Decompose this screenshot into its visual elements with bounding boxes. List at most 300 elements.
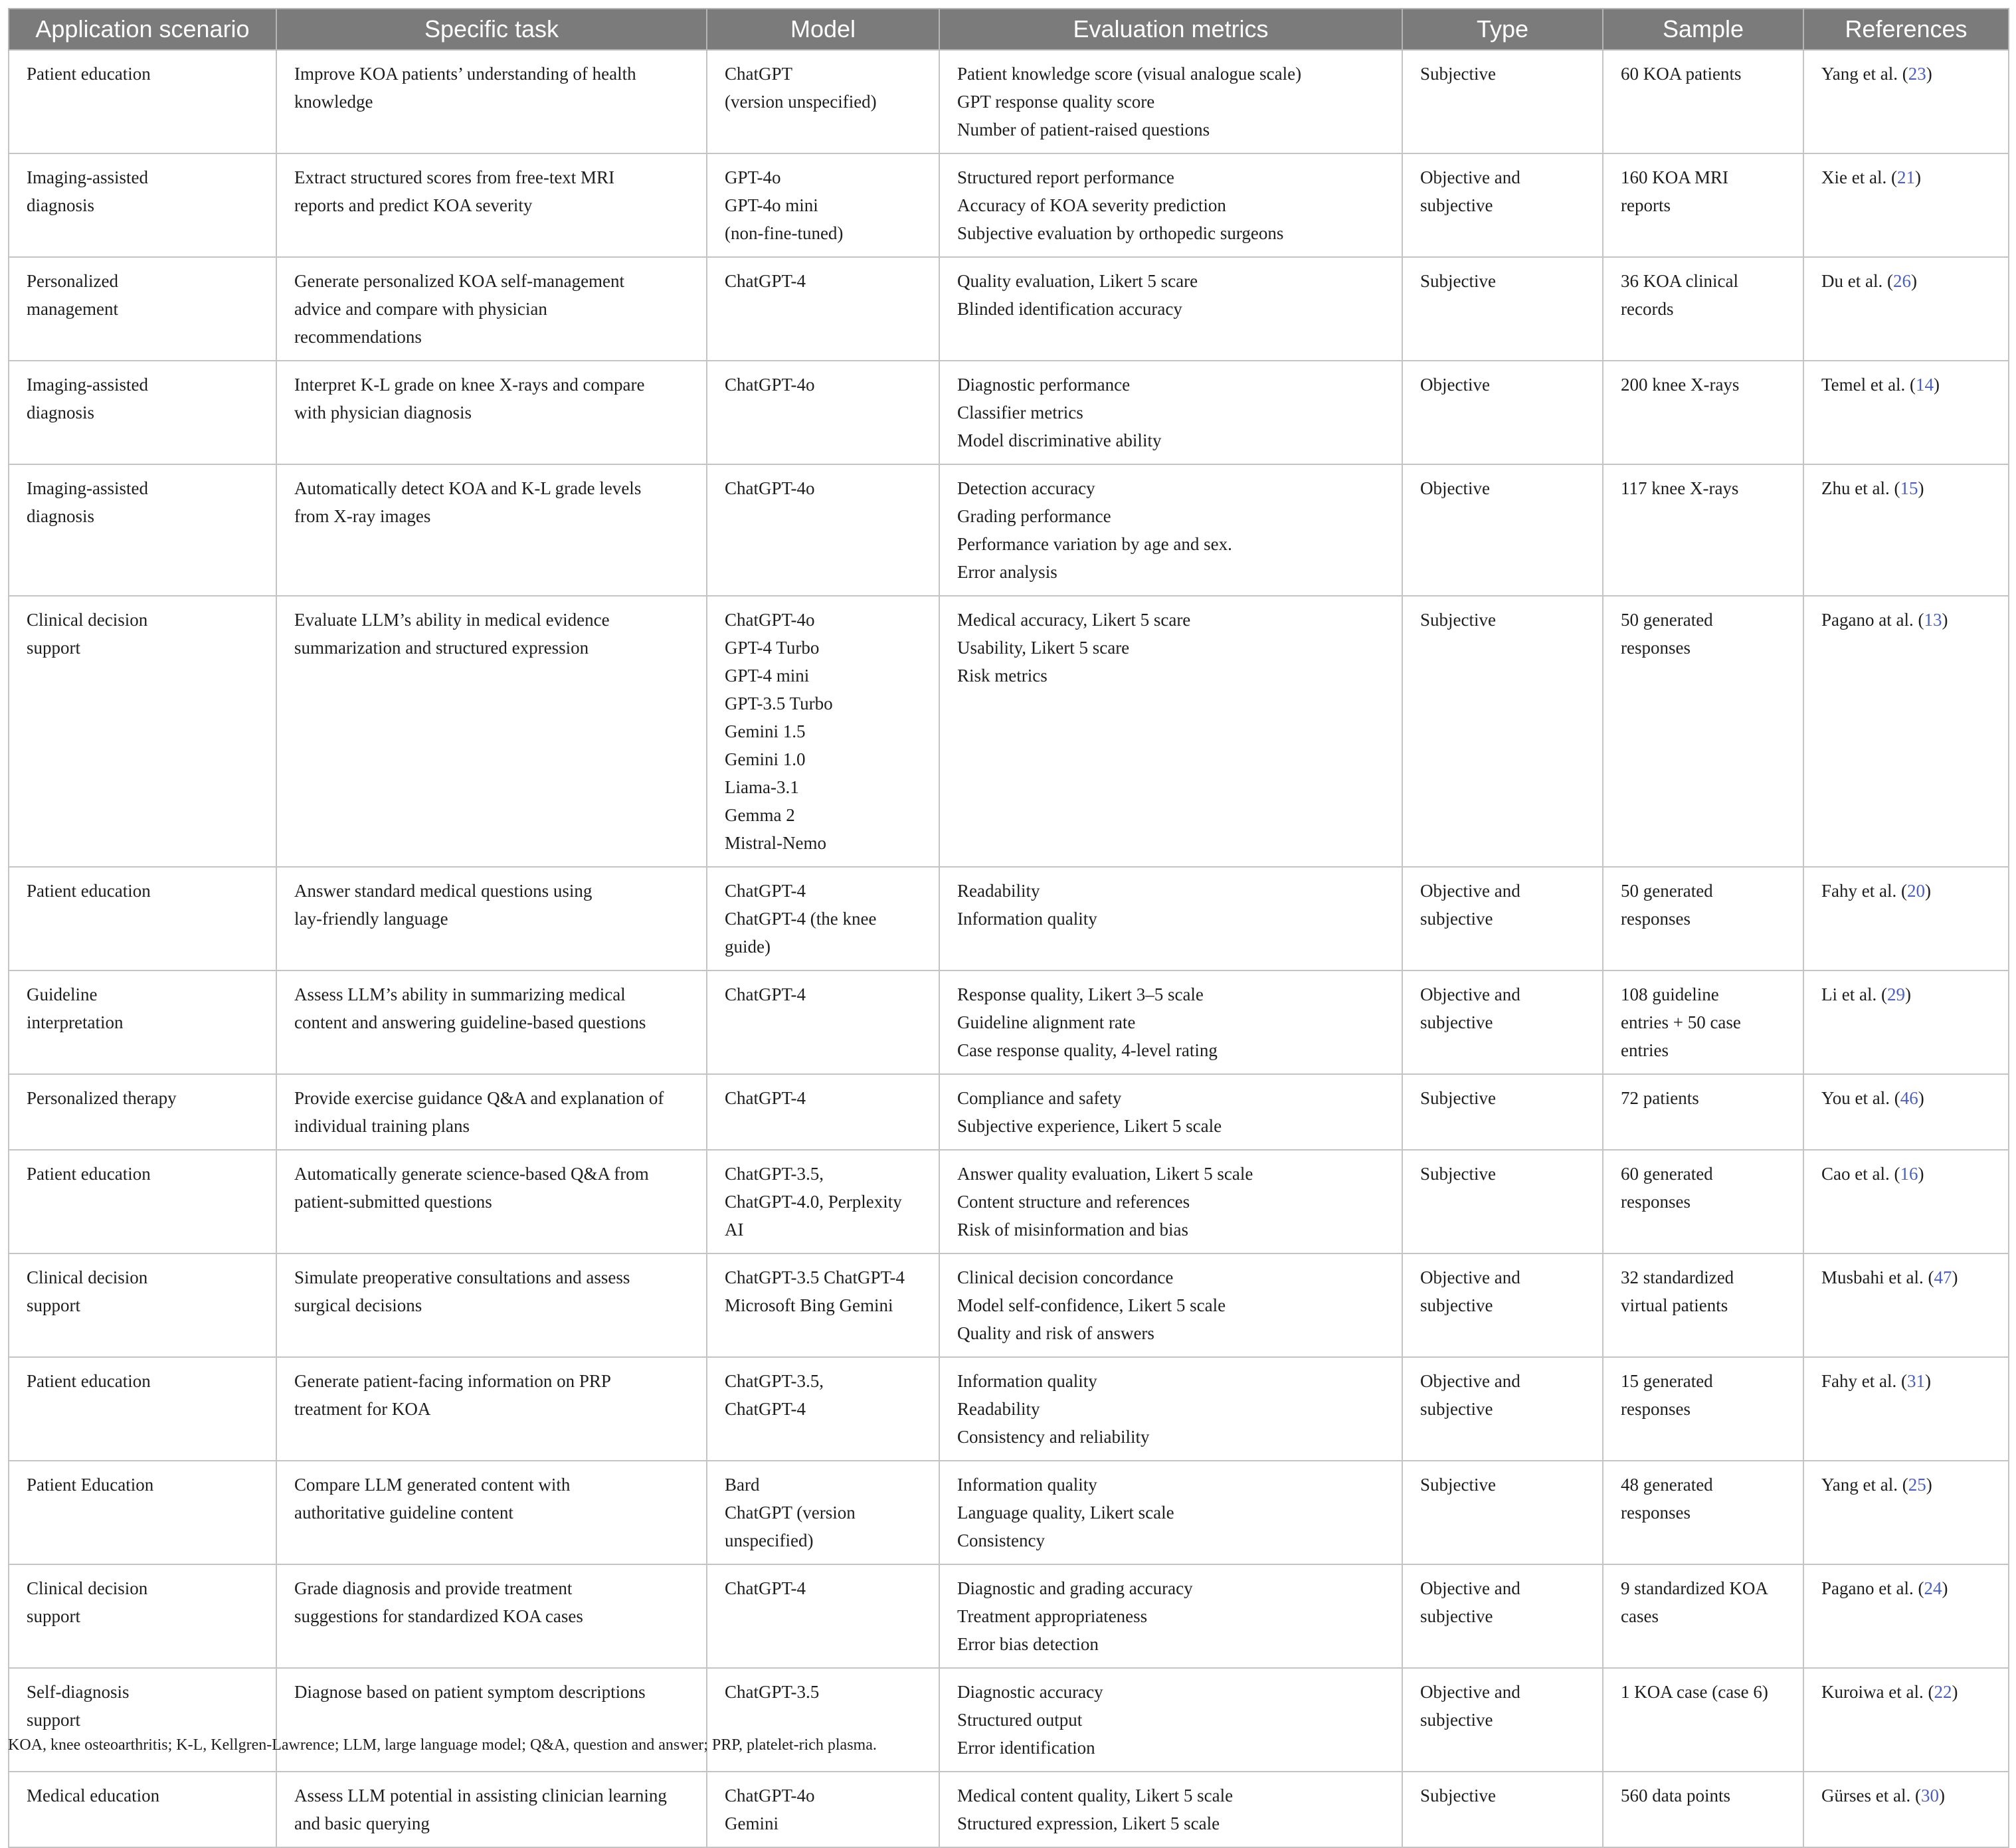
task-cell (276, 361, 707, 464)
scenario-cell-line: Patient Education (27, 1475, 154, 1495)
reference-cell (1803, 50, 2009, 153)
table-row (9, 1772, 2009, 1847)
header-references: References (1803, 9, 2009, 50)
metrics-cell (939, 361, 1402, 464)
metrics-cell-line: Response quality, Likert 3–5 scale (957, 984, 1204, 1004)
scenario-cell-line: support (27, 638, 80, 658)
task-cell-line: Automatically detect KOA and K-L grade levels (294, 478, 642, 498)
model-cell-line: Gemini (725, 1813, 779, 1833)
model-cell-line: Gemini 1.0 (725, 749, 806, 769)
scenario-cell (9, 50, 276, 153)
table-row (9, 464, 2009, 596)
model-cell-line: Gemma 2 (725, 805, 795, 825)
type-cell-line: subjective (1420, 1295, 1493, 1315)
model-cell (707, 1668, 939, 1772)
table-row (9, 257, 2009, 361)
model-cell (707, 257, 939, 361)
task-cell-line: knowledge (294, 92, 373, 112)
sample-cell (1603, 970, 1803, 1074)
sample-cell-line: 72 patients (1621, 1088, 1699, 1108)
reference-close: ) (1914, 167, 1921, 187)
header-evaluation-metrics: Evaluation metrics (939, 9, 1402, 50)
sample-cell (1603, 1357, 1803, 1461)
scenario-cell (9, 970, 276, 1074)
table-header (9, 9, 2009, 50)
model-cell-line: unspecified) (725, 1530, 814, 1550)
type-cell-line: Objective and (1420, 167, 1520, 187)
metrics-cell-line: Medical content quality, Likert 5 scale (957, 1786, 1234, 1805)
metrics-cell-line: Blinded identification accuracy (957, 299, 1182, 319)
task-cell-line: advice and compare with physician (294, 299, 547, 319)
sample-cell (1603, 596, 1803, 867)
task-cell-line: reports and predict KOA severity (294, 195, 533, 215)
sample-cell-line: 15 generated (1621, 1371, 1713, 1391)
type-cell (1402, 596, 1603, 867)
model-cell-line: ChatGPT-4 (725, 1578, 806, 1598)
model-cell-line: AI (725, 1220, 744, 1240)
reference-close: ) (1924, 881, 1931, 901)
scenario-cell-line: Self-diagnosis (27, 1682, 130, 1702)
metrics-cell-line: Quality and risk of answers (957, 1323, 1154, 1343)
task-cell-line: Grade diagnosis and provide treatment (294, 1578, 573, 1598)
scenario-cell (9, 361, 276, 464)
metrics-cell-line: Information quality (957, 909, 1097, 929)
metrics-cell-line: Diagnostic and grading accuracy (957, 1578, 1193, 1598)
sample-cell (1603, 1150, 1803, 1253)
metrics-cell-line: Detection accuracy (957, 478, 1095, 498)
scenario-cell-line: Patient education (27, 1164, 151, 1184)
model-cell (707, 50, 939, 153)
metrics-cell (939, 596, 1402, 867)
type-cell-line: Objective and (1420, 1578, 1520, 1598)
model-cell (707, 1564, 939, 1668)
type-cell (1402, 1564, 1603, 1668)
scenario-cell-line: Personalized therapy (27, 1088, 177, 1108)
metrics-cell-line: Treatment appropriateness (957, 1606, 1148, 1626)
metrics-cell-line: Error identification (957, 1738, 1095, 1758)
metrics-cell-line: Diagnostic performance (957, 375, 1131, 395)
task-cell-line: treatment for KOA (294, 1399, 431, 1419)
metrics-cell (939, 153, 1402, 257)
reference-link[interactable]: 30 (1920, 1786, 1939, 1805)
sample-cell-line: responses (1621, 1192, 1691, 1212)
model-cell (707, 1461, 939, 1564)
reference-link[interactable]: 14 (1916, 375, 1934, 395)
task-cell-line: recommendations (294, 327, 422, 347)
type-cell (1402, 257, 1603, 361)
type-cell-line: Subjective (1420, 271, 1496, 291)
sample-cell-line: 117 knee X-rays (1621, 478, 1739, 498)
model-cell-line: ChatGPT-4 (the knee (725, 909, 877, 929)
sample-cell-line: reports (1621, 195, 1671, 215)
sample-cell (1603, 361, 1803, 464)
type-cell (1402, 1253, 1603, 1357)
model-cell (707, 970, 939, 1074)
model-cell-line: Bard (725, 1475, 760, 1495)
scenario-cell-line: management (27, 299, 118, 319)
model-cell-line: Microsoft Bing Gemini (725, 1295, 893, 1315)
table-container (8, 8, 2008, 1848)
reference-link[interactable]: 16 (1900, 1164, 1918, 1184)
metrics-cell-line: Subjective evaluation by orthopedic surgeons (957, 223, 1284, 243)
metrics-cell (939, 1461, 1402, 1564)
metrics-cell-line: Structured report performance (957, 167, 1174, 187)
model-cell-line: ChatGPT-4 (725, 1088, 806, 1108)
task-cell-line: content and answering guideline-based questions (294, 1012, 646, 1032)
reference-link[interactable]: 25 (1908, 1475, 1926, 1495)
table-row (9, 1357, 2009, 1461)
task-cell (276, 1074, 707, 1150)
model-cell-line: ChatGPT-4 (725, 271, 806, 291)
header-row (9, 9, 2009, 50)
sample-cell (1603, 1564, 1803, 1668)
metrics-cell-line: Information quality (957, 1475, 1097, 1495)
metrics-cell (939, 1150, 1402, 1253)
reference-cell (1803, 970, 2009, 1074)
metrics-cell-line: Structured expression, Likert 5 scale (957, 1813, 1220, 1833)
reference-author: Fahy et al. ( (1821, 1371, 1907, 1391)
table-row (9, 50, 2009, 153)
type-cell (1402, 50, 1603, 153)
metrics-cell-line: Classifier metrics (957, 403, 1083, 422)
table-row (9, 1074, 2009, 1150)
model-cell-line: ChatGPT-4 (725, 1399, 806, 1419)
metrics-cell (939, 464, 1402, 596)
model-cell-line: ChatGPT-3.5, (725, 1371, 824, 1391)
type-cell-line: Subjective (1420, 1475, 1496, 1495)
metrics-cell-line: Patient knowledge score (visual analogue scale) (957, 64, 1302, 84)
task-cell-line: Provide exercise guidance Q&A and explanation of (294, 1088, 664, 1108)
scenario-cell (9, 1668, 276, 1772)
model-cell-line: ChatGPT-4o (725, 375, 815, 395)
metrics-cell-line: Model discriminative ability (957, 430, 1162, 450)
task-cell (276, 1461, 707, 1564)
scenario-cell-line: Imaging-assisted (27, 478, 148, 498)
task-cell (276, 596, 707, 867)
model-cell-line: ChatGPT-4 (725, 984, 806, 1004)
reference-close: ) (1924, 1371, 1931, 1391)
scenario-cell-line: Clinical decision (27, 1578, 148, 1598)
reference-link[interactable]: 31 (1906, 1371, 1925, 1391)
sample-cell-line: responses (1621, 909, 1691, 929)
task-cell (276, 1150, 707, 1253)
task-cell-line: with physician diagnosis (294, 403, 472, 422)
scenario-cell-line: support (27, 1710, 80, 1730)
scenario-cell-line: diagnosis (27, 195, 95, 215)
metrics-cell (939, 1074, 1402, 1150)
metrics-cell-line: Answer quality evaluation, Likert 5 scale (957, 1164, 1253, 1184)
reference-author: You et al. ( (1821, 1088, 1900, 1108)
reference-close: ) (1942, 1578, 1948, 1598)
scenario-cell-line: Patient education (27, 64, 151, 84)
model-cell (707, 1253, 939, 1357)
reference-close: ) (1926, 64, 1932, 84)
metrics-cell-line: Performance variation by age and sex. (957, 534, 1232, 554)
metrics-cell-line: Model self-confidence, Likert 5 scale (957, 1295, 1226, 1315)
reference-link[interactable]: 23 (1908, 64, 1926, 84)
model-cell-line: GPT-4 mini (725, 666, 810, 686)
scenario-cell-line: Clinical decision (27, 1267, 148, 1287)
model-cell-line: ChatGPT (725, 64, 793, 84)
metrics-cell-line: Readability (957, 881, 1040, 901)
reference-close: ) (1938, 1786, 1945, 1805)
scenario-cell-line: Medical education (27, 1786, 160, 1805)
reference-cell (1803, 153, 2009, 257)
reference-author: Xie et al. ( (1821, 167, 1897, 187)
reference-close: ) (1910, 271, 1917, 291)
type-cell-line: Subjective (1420, 64, 1496, 84)
sample-cell-line: 60 KOA patients (1621, 64, 1742, 84)
model-cell-line: ChatGPT-4 (725, 881, 806, 901)
header-sample: Sample (1603, 9, 1803, 50)
sample-cell (1603, 153, 1803, 257)
sample-cell (1603, 50, 1803, 153)
model-cell-line: Gemini 1.5 (725, 721, 806, 741)
sample-cell-line: 32 standardized (1621, 1267, 1734, 1287)
scenario-cell-line: Personalized (27, 271, 118, 291)
metrics-cell-line: Structured output (957, 1710, 1083, 1730)
metrics-cell-line: Information quality (957, 1371, 1097, 1391)
data-table (8, 8, 2009, 1848)
type-cell-line: subjective (1420, 1012, 1493, 1032)
task-cell (276, 867, 707, 970)
sample-cell-line: 36 KOA clinical (1621, 271, 1738, 291)
sample-cell (1603, 1461, 1803, 1564)
task-cell-line: summarization and structured expression (294, 638, 589, 658)
reference-author: Musbahi et al. ( (1821, 1267, 1934, 1287)
reference-link[interactable]: 24 (1924, 1578, 1942, 1598)
reference-cell (1803, 1253, 2009, 1357)
reference-cell (1803, 1074, 2009, 1150)
model-cell (707, 1357, 939, 1461)
task-cell-line: Generate patient-facing information on PRP (294, 1371, 611, 1391)
model-cell-line: ChatGPT-3.5, (725, 1164, 824, 1184)
scenario-cell (9, 1150, 276, 1253)
reference-link[interactable]: 15 (1900, 478, 1918, 498)
type-cell (1402, 867, 1603, 970)
reference-author: Gürses et al. ( (1821, 1786, 1921, 1805)
scenario-cell (9, 1253, 276, 1357)
metrics-cell-line: Compliance and safety (957, 1088, 1122, 1108)
metrics-cell-line: Quality evaluation, Likert 5 scare (957, 271, 1198, 291)
table-row (9, 153, 2009, 257)
sample-cell-line: responses (1621, 1503, 1691, 1523)
metrics-cell-line: Error analysis (957, 562, 1057, 582)
task-cell (276, 1357, 707, 1461)
reference-author: Yang et al. ( (1821, 1475, 1908, 1495)
type-cell-line: Objective and (1420, 881, 1520, 901)
reference-author: Pagano et al. ( (1821, 1578, 1924, 1598)
scenario-cell-line: Patient education (27, 1371, 151, 1391)
type-cell-line: Subjective (1420, 610, 1496, 630)
reference-link[interactable]: 26 (1892, 271, 1911, 291)
type-cell-line: subjective (1420, 909, 1493, 929)
type-cell-line: Objective and (1420, 1371, 1520, 1391)
scenario-cell-line: support (27, 1606, 80, 1626)
type-cell-line: Subjective (1420, 1164, 1496, 1184)
sample-cell-line: 9 standardized KOA (1621, 1578, 1768, 1598)
reference-close: ) (1918, 1088, 1924, 1108)
metrics-cell-line: GPT response quality score (957, 92, 1155, 112)
sample-cell-line: entries (1621, 1040, 1669, 1060)
model-cell (707, 1074, 939, 1150)
sample-cell-line: 108 guideline (1621, 984, 1719, 1004)
sample-cell-line: 160 KOA MRI (1621, 167, 1729, 187)
model-cell-line: ChatGPT-4o (725, 1786, 815, 1805)
task-cell (276, 1668, 707, 1772)
reference-link[interactable]: 47 (1934, 1267, 1952, 1287)
reference-cell (1803, 257, 2009, 361)
table-row (9, 970, 2009, 1074)
model-cell-line: GPT-3.5 Turbo (725, 693, 833, 713)
model-cell (707, 464, 939, 596)
reference-link[interactable]: 22 (1934, 1682, 1952, 1702)
metrics-cell-line: Diagnostic accuracy (957, 1682, 1103, 1702)
table-footnote: KOA, knee osteoarthritis; K-L, Kellgren-Lawrence; LLM, large language model; Q&A, question and answer; PRP, platelet-rich plasma. (8, 1736, 877, 1754)
reference-cell (1803, 464, 2009, 596)
metrics-cell (939, 1564, 1402, 1668)
metrics-cell-line: Consistency (957, 1530, 1045, 1550)
reference-cell (1803, 1461, 2009, 1564)
type-cell-line: Subjective (1420, 1786, 1496, 1805)
reference-link[interactable]: 29 (1886, 984, 1905, 1004)
header-type: Type (1402, 9, 1603, 50)
scenario-cell (9, 1074, 276, 1150)
reference-link[interactable]: 21 (1896, 167, 1915, 187)
scenario-cell (9, 1564, 276, 1668)
metrics-cell-line: Case response quality, 4-level rating (957, 1040, 1218, 1060)
metrics-cell (939, 257, 1402, 361)
metrics-cell (939, 970, 1402, 1074)
sample-cell (1603, 1253, 1803, 1357)
task-cell-line: Extract structured scores from free-text MRI (294, 167, 615, 187)
task-cell-line: Improve KOA patients’ understanding of health (294, 64, 636, 84)
metrics-cell (939, 1357, 1402, 1461)
task-cell-line: Simulate preoperative consultations and assess (294, 1267, 630, 1287)
scenario-cell (9, 596, 276, 867)
task-cell-line: authoritative guideline content (294, 1503, 513, 1523)
model-cell-line: Liama-3.1 (725, 777, 799, 797)
model-cell-line: ChatGPT-4.0, Perplexity (725, 1192, 902, 1212)
model-cell-line: ChatGPT (version (725, 1503, 856, 1523)
reference-cell (1803, 1668, 2009, 1772)
type-cell-line: subjective (1420, 1606, 1493, 1626)
sample-cell (1603, 464, 1803, 596)
reference-author: Yang et al. ( (1821, 64, 1908, 84)
model-cell (707, 1772, 939, 1847)
type-cell-line: Objective and (1420, 1682, 1520, 1702)
reference-author: Cao et al. ( (1821, 1164, 1900, 1184)
header-application-scenario: Application scenario (9, 9, 276, 50)
metrics-cell-line: Consistency and reliability (957, 1427, 1150, 1447)
scenario-cell (9, 867, 276, 970)
model-cell-line: (version unspecified) (725, 92, 877, 112)
metrics-cell-line: Risk metrics (957, 666, 1048, 686)
task-cell-line: Evaluate LLM’s ability in medical evidence (294, 610, 610, 630)
reference-author: Zhu et al. ( (1821, 478, 1900, 498)
model-cell-line: GPT-4 Turbo (725, 638, 820, 658)
reference-author: Pagano at al. ( (1821, 610, 1924, 630)
task-cell-line: individual training plans (294, 1116, 470, 1136)
header-model: Model (707, 9, 939, 50)
scenario-cell-line: support (27, 1295, 80, 1315)
metrics-cell-line: Clinical decision concordance (957, 1267, 1174, 1287)
scenario-cell-line: Imaging-assisted (27, 167, 148, 187)
type-cell-line: subjective (1420, 195, 1493, 215)
reference-link[interactable]: 20 (1906, 881, 1925, 901)
sample-cell (1603, 1074, 1803, 1150)
sample-cell-line: entries + 50 case (1621, 1012, 1741, 1032)
sample-cell-line: cases (1621, 1606, 1659, 1626)
task-cell (276, 1253, 707, 1357)
task-cell (276, 257, 707, 361)
reference-close: ) (1952, 1267, 1958, 1287)
task-cell (276, 970, 707, 1074)
metrics-cell-line: Language quality, Likert scale (957, 1503, 1174, 1523)
model-cell-line: GPT-4o (725, 167, 781, 187)
table-row (9, 1668, 2009, 1772)
type-cell (1402, 464, 1603, 596)
type-cell (1402, 1668, 1603, 1772)
model-cell-line: Mistral-Nemo (725, 833, 826, 853)
metrics-cell-line: Readability (957, 1399, 1040, 1419)
reference-close: ) (1904, 984, 1911, 1004)
sample-cell-line: responses (1621, 1399, 1691, 1419)
type-cell (1402, 153, 1603, 257)
metrics-cell-line: Medical accuracy, Likert 5 scare (957, 610, 1191, 630)
reference-author: Kuroiwa et al. ( (1821, 1682, 1934, 1702)
sample-cell (1603, 257, 1803, 361)
reference-close: ) (1918, 1164, 1924, 1184)
scenario-cell-line: diagnosis (27, 506, 95, 526)
task-cell-line: and basic querying (294, 1813, 430, 1833)
sample-cell-line: 50 generated (1621, 610, 1713, 630)
model-cell-line: ChatGPT-4o (725, 610, 815, 630)
task-cell-line: suggestions for standardized KOA cases (294, 1606, 583, 1626)
metrics-cell (939, 50, 1402, 153)
type-cell-line: Objective (1420, 375, 1490, 395)
sample-cell-line: 560 data points (1621, 1786, 1730, 1805)
task-cell-line: surgical decisions (294, 1295, 422, 1315)
sample-cell-line: responses (1621, 638, 1691, 658)
table-body (9, 50, 2009, 1847)
sample-cell-line: 48 generated (1621, 1475, 1713, 1495)
model-cell-line: ChatGPT-3.5 (725, 1682, 820, 1702)
model-cell-line: ChatGPT-3.5 ChatGPT-4 (725, 1267, 905, 1287)
model-cell-line: GPT-4o mini (725, 195, 818, 215)
model-cell-line: guide) (725, 937, 771, 957)
scenario-cell-line: diagnosis (27, 403, 95, 422)
task-cell-line: Interpret K-L grade on knee X-rays and compare (294, 375, 645, 395)
type-cell (1402, 1074, 1603, 1150)
type-cell (1402, 1772, 1603, 1847)
reference-cell (1803, 596, 2009, 867)
reference-close: ) (1918, 478, 1924, 498)
task-cell-line: patient-submitted questions (294, 1192, 492, 1212)
reference-link[interactable]: 13 (1924, 610, 1942, 630)
scenario-cell-line: Guideline (27, 984, 98, 1004)
reference-author: Fahy et al. ( (1821, 881, 1907, 901)
metrics-cell (939, 867, 1402, 970)
table-row (9, 1564, 2009, 1668)
reference-link[interactable]: 46 (1900, 1088, 1918, 1108)
metrics-cell-line: Risk of misinformation and bias (957, 1220, 1188, 1240)
scenario-cell-line: interpretation (27, 1012, 124, 1032)
header-specific-task: Specific task (276, 9, 707, 50)
metrics-cell (939, 1668, 1402, 1772)
scenario-cell-line: Patient education (27, 881, 151, 901)
metrics-cell-line: Error bias detection (957, 1634, 1099, 1654)
